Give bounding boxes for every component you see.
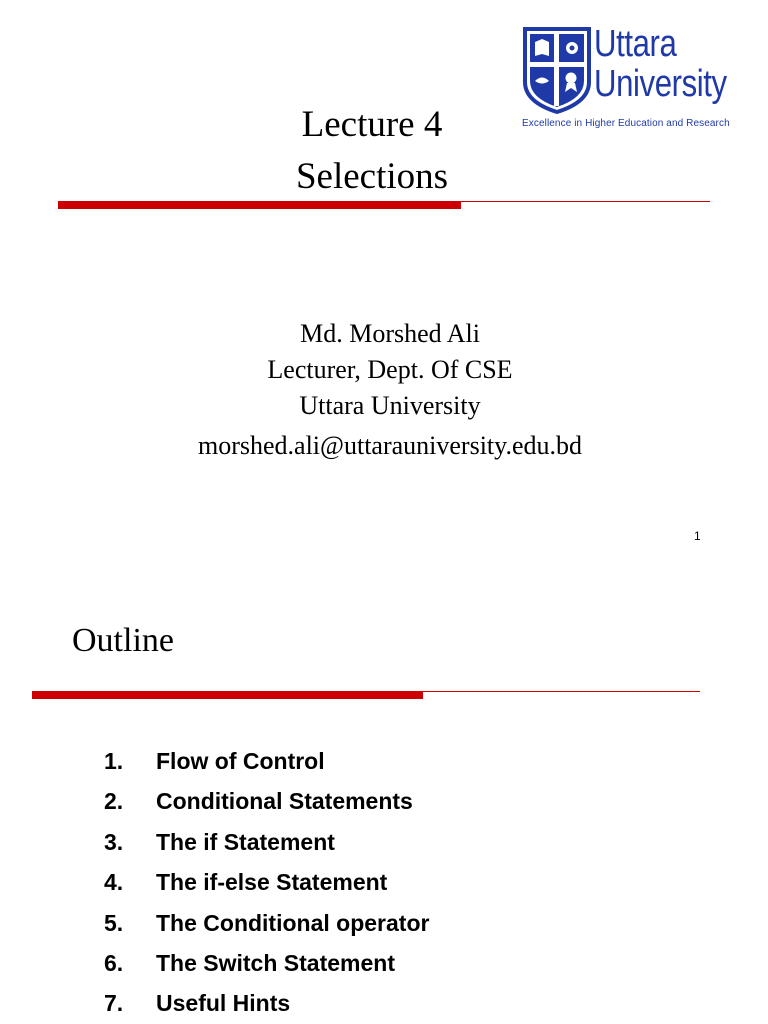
author-name: Md. Morshed Ali (300, 319, 480, 348)
list-item-text: Useful Hints (156, 990, 291, 1017)
author-institution: Uttara University (299, 391, 481, 420)
author-email: morshed.ali@uttarauniversity.edu.bd (198, 431, 582, 460)
university-logo (522, 23, 752, 136)
title-line1: Lecture 4 (301, 104, 443, 145)
list-item-text: Conditional Statements (156, 788, 413, 815)
lecture-title (222, 99, 522, 203)
shield-icon (522, 26, 592, 114)
list-item (104, 781, 429, 821)
list-item-text: Flow of Control (156, 748, 325, 774)
list-item-text: The Conditional operator (156, 909, 430, 936)
list-item-number: 5. (104, 909, 124, 936)
logo-tagline: Excellence in Higher Education and Research (522, 118, 730, 129)
list-item-number: 2. (104, 788, 124, 815)
list-item (104, 862, 429, 902)
list-item-text: The if-else Statement (156, 869, 388, 896)
list-item-text: The Switch Statement (156, 949, 395, 976)
list-item (104, 983, 429, 1023)
list-item (104, 903, 429, 943)
list-item (104, 943, 429, 983)
title-rule-thick (58, 201, 461, 209)
logo-name-line2: University (594, 63, 727, 105)
list-item-number: 4. (104, 869, 124, 896)
title-line2: Selections (295, 156, 449, 197)
slide-number: 1 (694, 529, 701, 543)
list-item (104, 822, 429, 862)
author-position: Lecturer, Dept. Of CSE (267, 355, 513, 384)
list-item (104, 741, 429, 781)
outline-title: Outline (72, 622, 174, 659)
outline-rule-thick (32, 691, 423, 699)
logo-wordmark (594, 24, 727, 104)
list-item-number: 7. (104, 990, 124, 1017)
list-item-number: 6. (104, 949, 124, 976)
author-block (90, 316, 690, 424)
title-rule-thin (461, 201, 710, 202)
list-item-number: 1. (104, 748, 124, 774)
list-item-number: 3. (104, 828, 124, 855)
outline-slide (0, 560, 768, 1024)
outline-list (104, 741, 429, 1024)
list-item-text: The if Statement (156, 828, 335, 855)
logo-name-line1: Uttara (594, 23, 677, 65)
outline-rule-thin (423, 691, 700, 692)
